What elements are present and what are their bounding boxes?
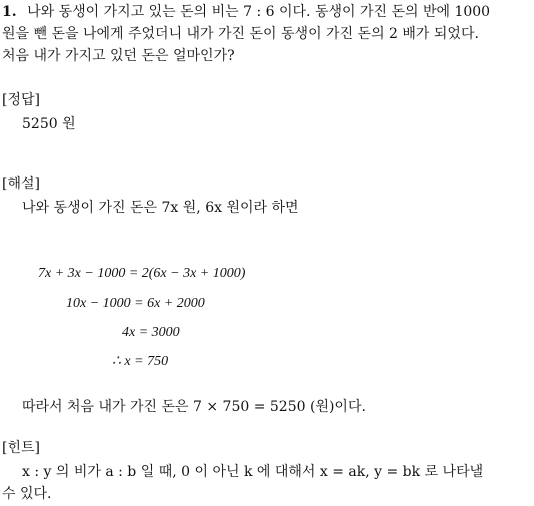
equation-1: 7x + 3x − 1000 = 2(6x − 3x + 1000) xyxy=(38,266,246,281)
problem-line-2: 원을 뺀 돈을 나에게 주었더니 내가 가진 돈이 동생이 가진 돈의 2 배가 되었다. xyxy=(2,26,479,42)
problem-line-3: 처음 내가 가지고 있던 돈은 얼마인가? xyxy=(2,48,235,64)
solution-conclusion: 따라서 처음 내가 가진 돈은 7 × 750 = 5250 (원)이다. xyxy=(22,399,366,415)
hint-heading: [힌트] xyxy=(2,440,40,456)
equation-3: 4x = 3000 xyxy=(122,325,180,340)
hint-line-1: x : y 의 비가 a : b 일 때, 0 이 아닌 k 에 대해서 x = ak, y = bk 로 나타낼 xyxy=(22,464,484,480)
answer-heading: [정답] xyxy=(2,92,40,108)
solution-heading: [해설] xyxy=(2,176,40,192)
answer-value: 5250 원 xyxy=(22,116,76,132)
equation-2: 10x − 1000 = 6x + 2000 xyxy=(66,296,205,311)
hint-line-2: 수 있다. xyxy=(2,486,52,502)
equation-4: ∴ x = 750 xyxy=(112,354,169,369)
problem-number: 1. xyxy=(2,4,17,20)
problem-line-1: 나와 동생이 가지고 있는 돈의 비는 7 : 6 이다. 동생이 가진 돈의 반에 1000 xyxy=(27,4,491,20)
solution-intro: 나와 동생이 가진 돈은 7x 원, 6x 원이라 하면 xyxy=(22,200,299,216)
